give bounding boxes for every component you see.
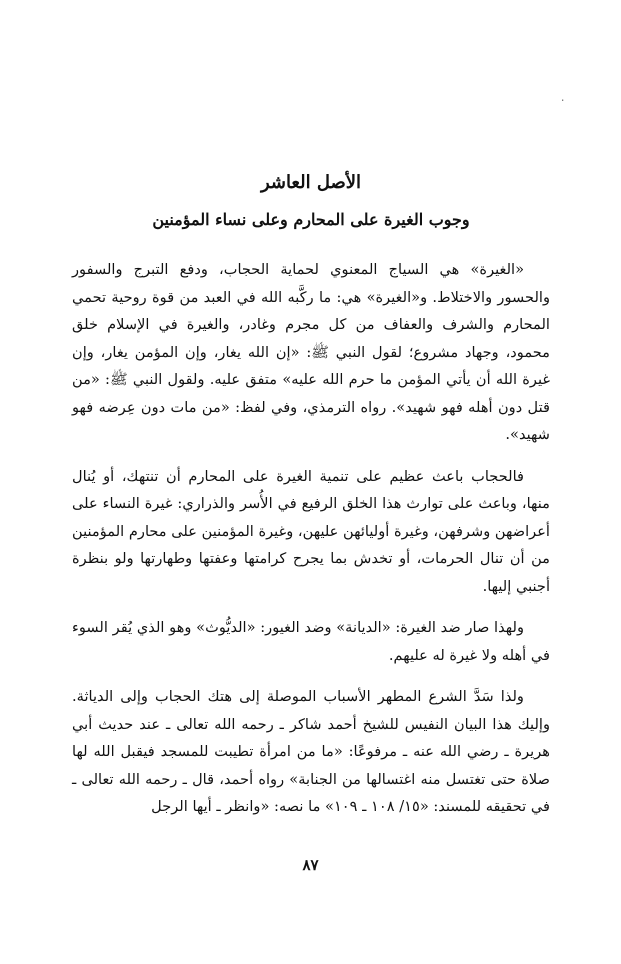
paragraph-definition: «الغيرة» هي السياج المعنوي لحماية الحجاب، ودفع التبرج والسفور والحسور والاختلاط. و«الغيرة» هي: ما ركَّبه الله في العبد من قوة روحية تحمي المحارم والشرف والعفاف من كل مجرم وغادر، والغيرة في الإسلام خلق محمود، وجهاد مشروع؛ لقول النبي ﷺ: «إن الله يغار، وإن المؤمن يغار، وإن غيرة الله أن يأتي المؤمن ما حرم الله عليه» متفق عليه. ولقول النبي ﷺ: «من قتل دون أهله فهو شهيد». رواه الترمذي، وفي لفظ: «من مات دون عِرضه فهو شهيد». xyxy=(72,261,550,443)
page-number: ٨٧ xyxy=(302,856,319,874)
paragraph-shakir: ولذا سَدَّ الشرع المطهر الأسباب الموصلة إلى هتك الحجاب وإلى الدياثة. وإليك هذا البيان النفيس للشيخ أحمد شاكر ـ رحمه الله تعالى ـ عند حديث أبي هريرة ـ رضي الله عنه ـ مرفوعًا: «ما من امرأة تطيبت للمسجد فيقبل الله لها صلاة حتى تغتسل منه اغتسالها من الجنابة» رواه أحمد، قال ـ رحمه الله تعالى ـ في تحقيقه للمسند: «١٥/ ١٠٨ ـ ١٠٩» ما نصه: «وانظر ـ أيها الرجل xyxy=(72,688,550,815)
body-text xyxy=(72,256,550,821)
section-subtitle: وجوب الغيرة على المحارم وعلى نساء المؤمنين xyxy=(152,210,470,229)
paragraph-hijab: فالحجاب باعث عظيم على تنمية الغيرة على المحارم أن تنتهك، أو يُنال منها، وباعث على توارث هذا الخلق الرفيع في الأُسر والذراري: غيرة النساء على أعراضهن وشرفهن، وغيرة أوليائهن عليهن، وغيرة المؤمنين على محارم المؤمنين من أن تنال الحرمات، أو تخدش بما يجرح كرامتها وعفتها وطهارتها ولو بنظرة أجنبي إليها. xyxy=(72,467,550,595)
section-title: الأصل العاشر xyxy=(260,172,362,193)
paragraph-opposite: ولهذا صار ضد الغيرة: «الديانة» وضد الغيور: «الديُّوث» وهو الذي يُقر السوء في أهله ولا غيرة له عليهم. xyxy=(72,619,550,664)
corner-mark: ٠ xyxy=(560,95,566,106)
page-content xyxy=(72,170,550,835)
